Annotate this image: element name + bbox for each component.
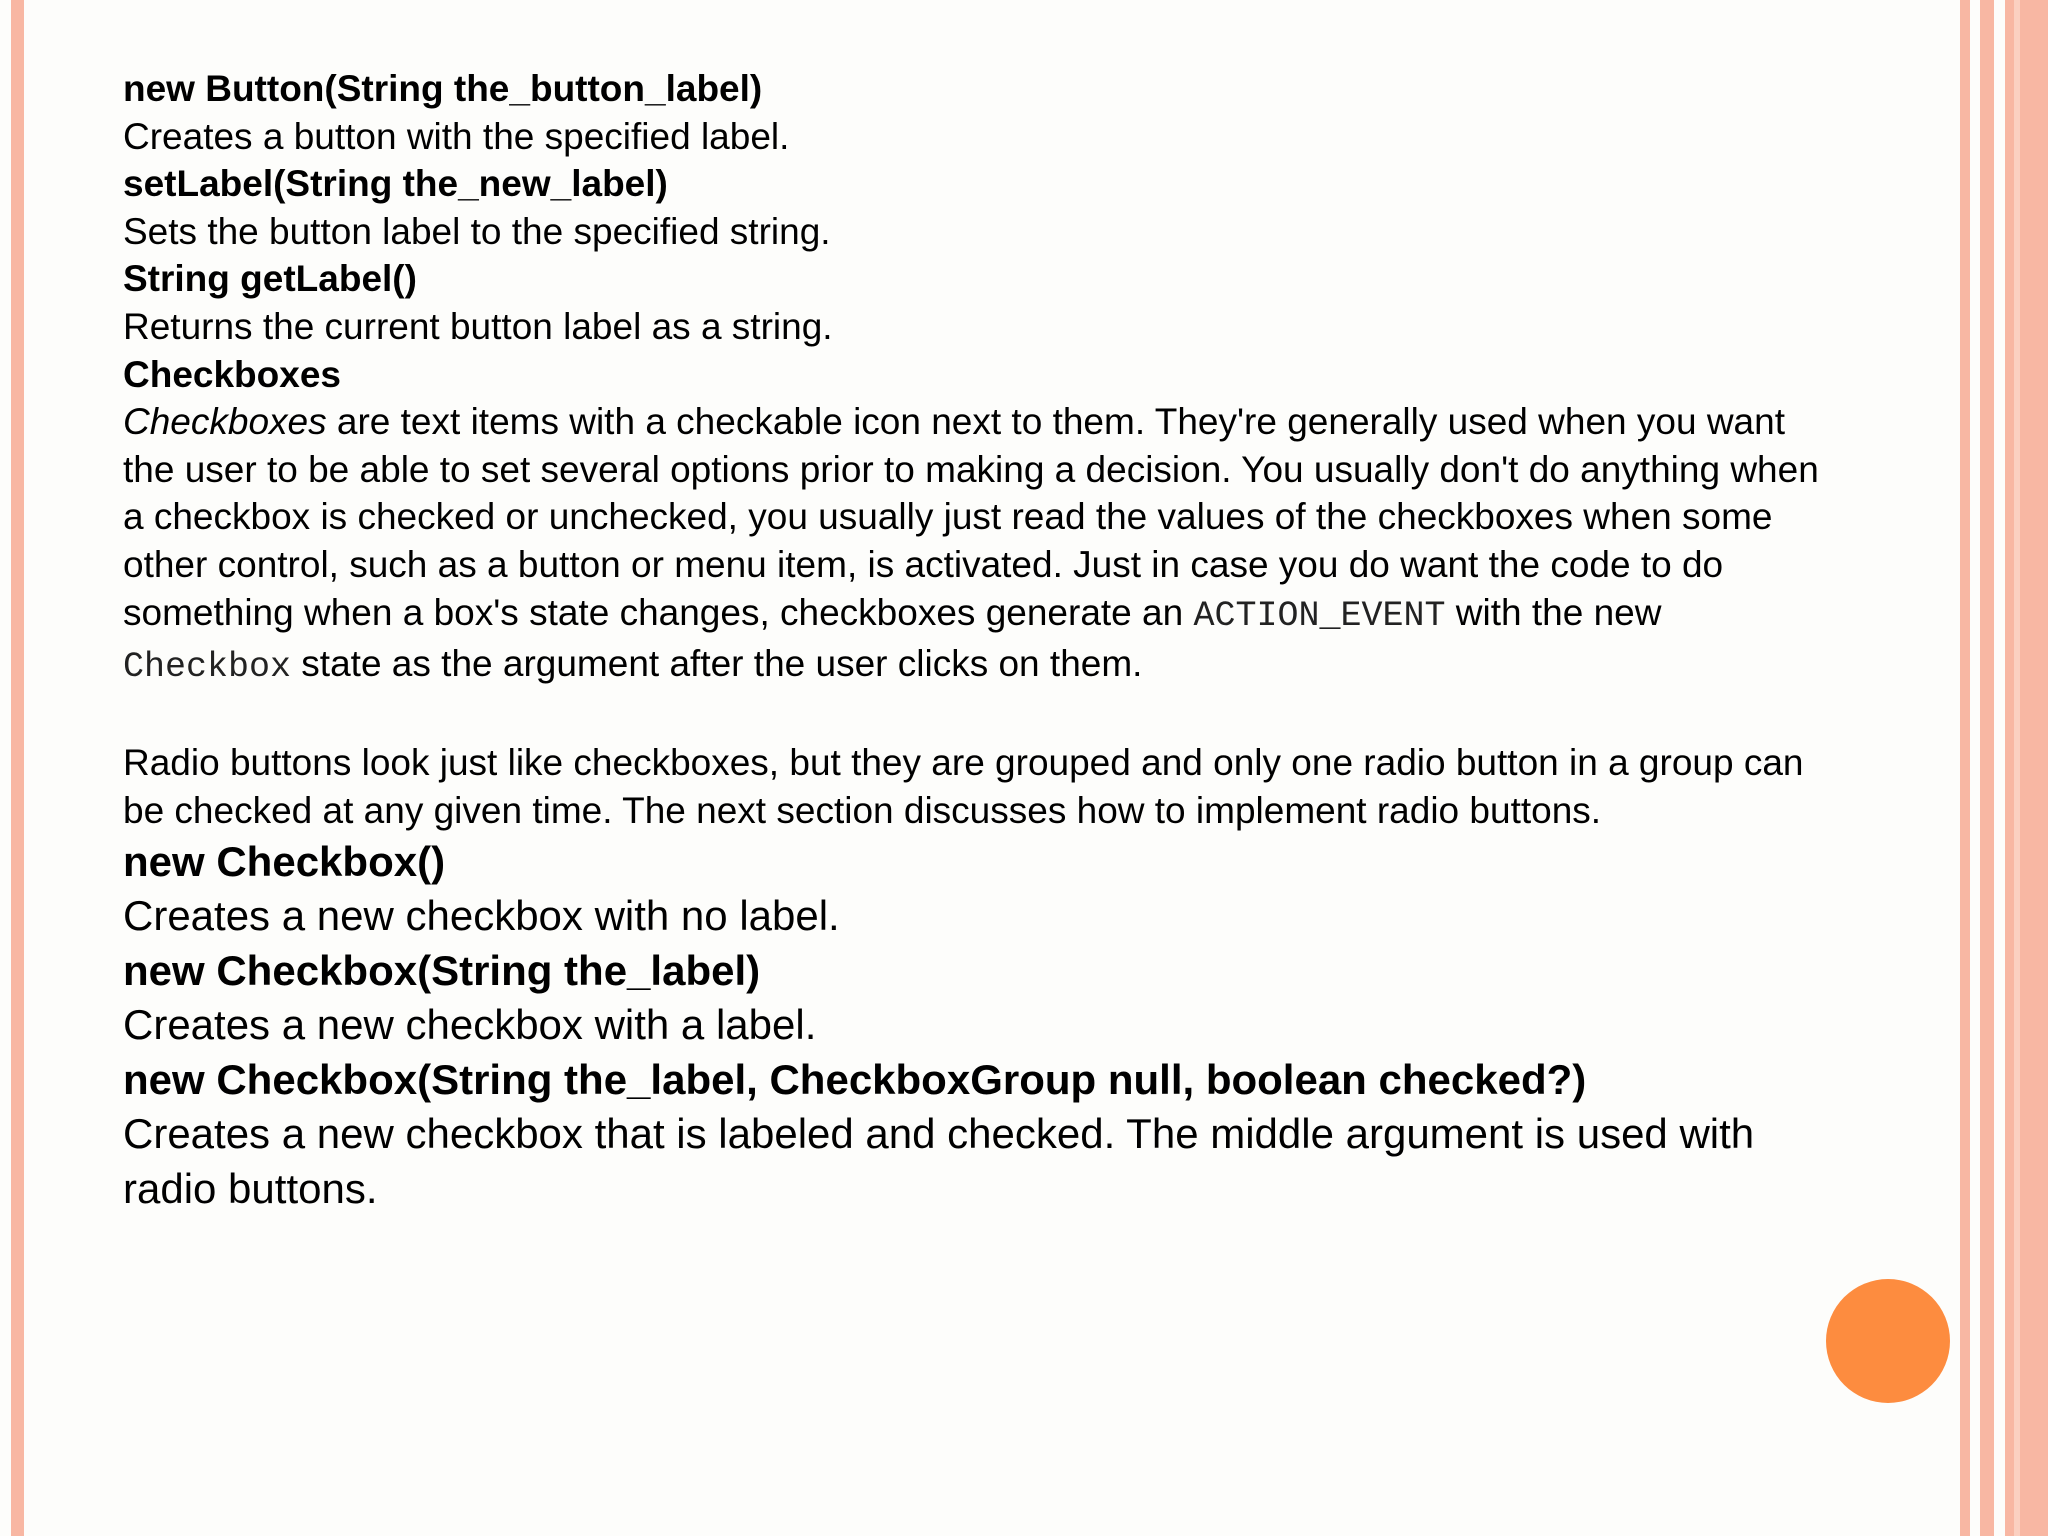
paragraph-line: other control, such as a button or menu item, is activated. Just in case you do want the code to do [123,543,1724,585]
entry-description: Returns the current button label as a string. [123,305,833,347]
entry-description-large: radio buttons. [123,1164,378,1212]
radio-paragraph [123,739,1963,834]
term-checkboxes: Checkboxes [123,401,327,443]
right-border-stripe-2 [1980,0,1994,1536]
entry-heading: String getLabel() [123,258,417,300]
entry-heading: setLabel(String the_new_label) [123,163,668,205]
checkboxes-paragraph [123,398,1963,692]
paragraph-text: something when a box's state changes, checkboxes generate an [123,591,1194,633]
entry-description: Sets the button label to the specified string. [123,210,831,252]
paragraph-line: be checked at any given time. The next section discusses how to implement radio buttons. [123,789,1602,831]
paragraph-line: Radio buttons look just like checkboxes, but they are grouped and only one radio button in a group can [123,742,1804,784]
right-border-stripe-3 [2005,0,2048,1536]
paragraph-line: the user to be able to set several options prior to making a decision. You usually don't do anything when [123,448,1819,490]
entry-heading: new Button(String the_button_label) [123,68,763,109]
paragraph-line: a checkbox is checked or unchecked, you usually just read the values of the checkboxes when some [123,496,1773,538]
paragraph-text: are text items with a checkable icon next to them. They're generally used when you want [326,401,1785,443]
entry-heading-large: new Checkbox(String the_label) [123,946,761,994]
entry-description-large: Creates a new checkbox with a label. [123,1001,817,1048]
right-border-stripe-inner [2014,0,2020,1536]
orange-circle-decoration [1826,1279,1950,1403]
slide-content [123,65,1963,1216]
entry-description: Creates a button with the specified label. [123,115,790,157]
code-checkbox: Checkbox [123,647,292,688]
code-action-event: ACTION_EVENT [1193,595,1446,636]
entry-description-large: Creates a new checkbox with no label. [123,892,840,939]
entry-heading-large: new Checkbox() [123,837,446,885]
entry-description-large: Creates a new checkbox that is labeled and checked. The middle argument is used with [123,1110,1755,1157]
paragraph-text: state as the argument after the user clicks on them. [291,643,1143,685]
paragraph-gap [123,692,1963,740]
section-heading-checkboxes: Checkboxes [123,353,341,395]
paragraph-text: with the new [1445,591,1662,633]
entry-heading-large: new Checkbox(String the_label, CheckboxGroup null, boolean checked?) [123,1055,1587,1103]
left-border-stripe [11,0,24,1536]
